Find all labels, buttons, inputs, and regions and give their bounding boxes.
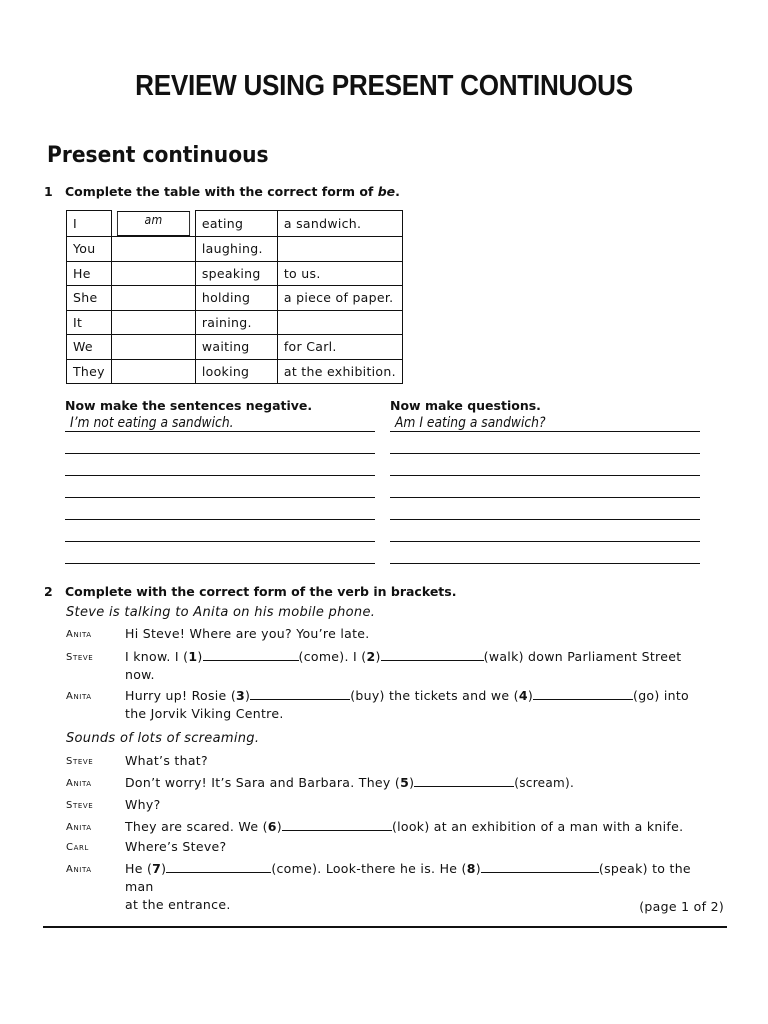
table-cell (277, 310, 402, 335)
question-example: Am I eating a sandwich? (395, 415, 546, 431)
section-heading: Present continuous (47, 143, 269, 168)
speaker-label: Steve (66, 652, 94, 663)
table-cell: They (67, 359, 112, 384)
question-answer-line[interactable] (390, 453, 700, 454)
table-cell: at the exhibition. (277, 359, 402, 384)
answer-blank-5[interactable] (414, 774, 514, 787)
table-cell: waiting (195, 335, 277, 360)
table-cell: to us. (277, 261, 402, 286)
speaker-label: Anita (66, 629, 92, 640)
table-cell: eating (195, 211, 277, 237)
negative-answer-line[interactable] (65, 475, 375, 476)
table-cell: We (67, 335, 112, 360)
table-cell: She (67, 286, 112, 311)
negative-answer-line[interactable] (65, 519, 375, 520)
table-cell: for Carl. (277, 335, 402, 360)
negative-answer-line[interactable] (65, 497, 375, 498)
speaker-label: Anita (66, 691, 92, 702)
table-cell: I (67, 211, 112, 237)
dialogue-line: He (7) (come). Look-there he is. He (8) (speak) to the man at the entrance. (125, 861, 691, 912)
question-answer-line[interactable] (390, 475, 700, 476)
speaker-label: Anita (66, 778, 92, 789)
question-1-instruction: Complete the table with the correct form of be. (65, 184, 400, 199)
negative-heading: Now make the sentences negative. (65, 398, 313, 413)
table-cell-blank[interactable] (111, 261, 195, 286)
negative-example: I’m not eating a sandwich. (70, 415, 234, 431)
table-row (67, 310, 403, 335)
table-cell: holding (195, 286, 277, 311)
table-cell-blank[interactable] (111, 359, 195, 384)
answer-blank-3[interactable] (250, 687, 350, 700)
dialogue-line: Why? (125, 797, 161, 812)
bottom-divider (43, 926, 727, 928)
question-answer-line[interactable] (390, 497, 700, 498)
page-number: (page 1 of 2) (639, 899, 724, 914)
dialogue-line: Where’s Steve? (125, 839, 227, 854)
table-cell-blank[interactable] (111, 335, 195, 360)
table-cell: raining. (195, 310, 277, 335)
table-cell: He (67, 261, 112, 286)
table-row (67, 359, 403, 384)
table-row (67, 211, 403, 237)
question-answer-line[interactable] (390, 563, 700, 564)
negative-answer-line[interactable] (65, 541, 375, 542)
questions-heading: Now make questions. (390, 398, 541, 413)
speaker-label: Steve (66, 800, 94, 811)
negative-answer-line[interactable] (65, 563, 375, 564)
question-answer-line[interactable] (390, 541, 700, 542)
question-2-number: 2 (44, 584, 53, 599)
dialogue-intro: Sounds of lots of screaming. (66, 731, 260, 746)
answer-blank-1[interactable] (203, 648, 299, 661)
page-title: REVIEW USING PRESENT CONTINUOUS (135, 70, 633, 102)
question-1-number: 1 (44, 184, 53, 199)
table-cell: laughing. (195, 237, 277, 262)
table-cell: a piece of paper. (277, 286, 402, 311)
table-cell-answer: am (117, 211, 190, 237)
question-answer-line[interactable] (390, 519, 700, 520)
table-cell: You (67, 237, 112, 262)
question-answer-line (390, 431, 700, 432)
answer-blank-4[interactable] (533, 687, 633, 700)
dialogue-line: Hi Steve! Where are you? You’re late. (125, 626, 370, 641)
table-row (67, 335, 403, 360)
dialogue-line: I know. I (1) (come). I (2) (walk) down Parliament Street now. (125, 649, 682, 682)
negative-answer-line[interactable] (65, 453, 375, 454)
table-cell: looking (195, 359, 277, 384)
answer-blank-2[interactable] (381, 648, 484, 661)
dialogue-line: What’s that? (125, 753, 208, 768)
speaker-label: Anita (66, 864, 92, 875)
dialogue-line: They are scared. We (6) (look) at an exhibition of a man with a knife. (125, 819, 684, 834)
negative-answer-line (65, 431, 375, 432)
answer-blank-7[interactable] (166, 860, 271, 873)
table-cell-blank[interactable] (111, 237, 195, 262)
table-row (67, 286, 403, 311)
question-2-instruction: Complete with the correct form of the verb in brackets. (65, 584, 457, 599)
table-cell-blank[interactable] (111, 286, 195, 311)
table-row (67, 261, 403, 286)
answer-blank-8[interactable] (481, 860, 599, 873)
speaker-label: Carl (66, 842, 89, 853)
table-cell: It (67, 310, 112, 335)
dialogue-intro: Steve is talking to Anita on his mobile phone. (66, 605, 376, 620)
table-row (67, 237, 403, 262)
table-cell: a sandwich. (277, 211, 402, 237)
speaker-label: Anita (66, 822, 92, 833)
dialogue-line: Don’t worry! It’s Sara and Barbara. They (5) (scream). (125, 775, 575, 790)
answer-blank-6[interactable] (282, 818, 392, 831)
be-table (66, 210, 403, 384)
table-cell (277, 237, 402, 262)
table-cell-blank[interactable] (111, 310, 195, 335)
speaker-label: Steve (66, 756, 94, 767)
dialogue-line: Hurry up! Rosie (3) (buy) the tickets and we (4) (go) into the Jorvik Viking Centre. (125, 688, 689, 721)
table-cell: speaking (195, 261, 277, 286)
